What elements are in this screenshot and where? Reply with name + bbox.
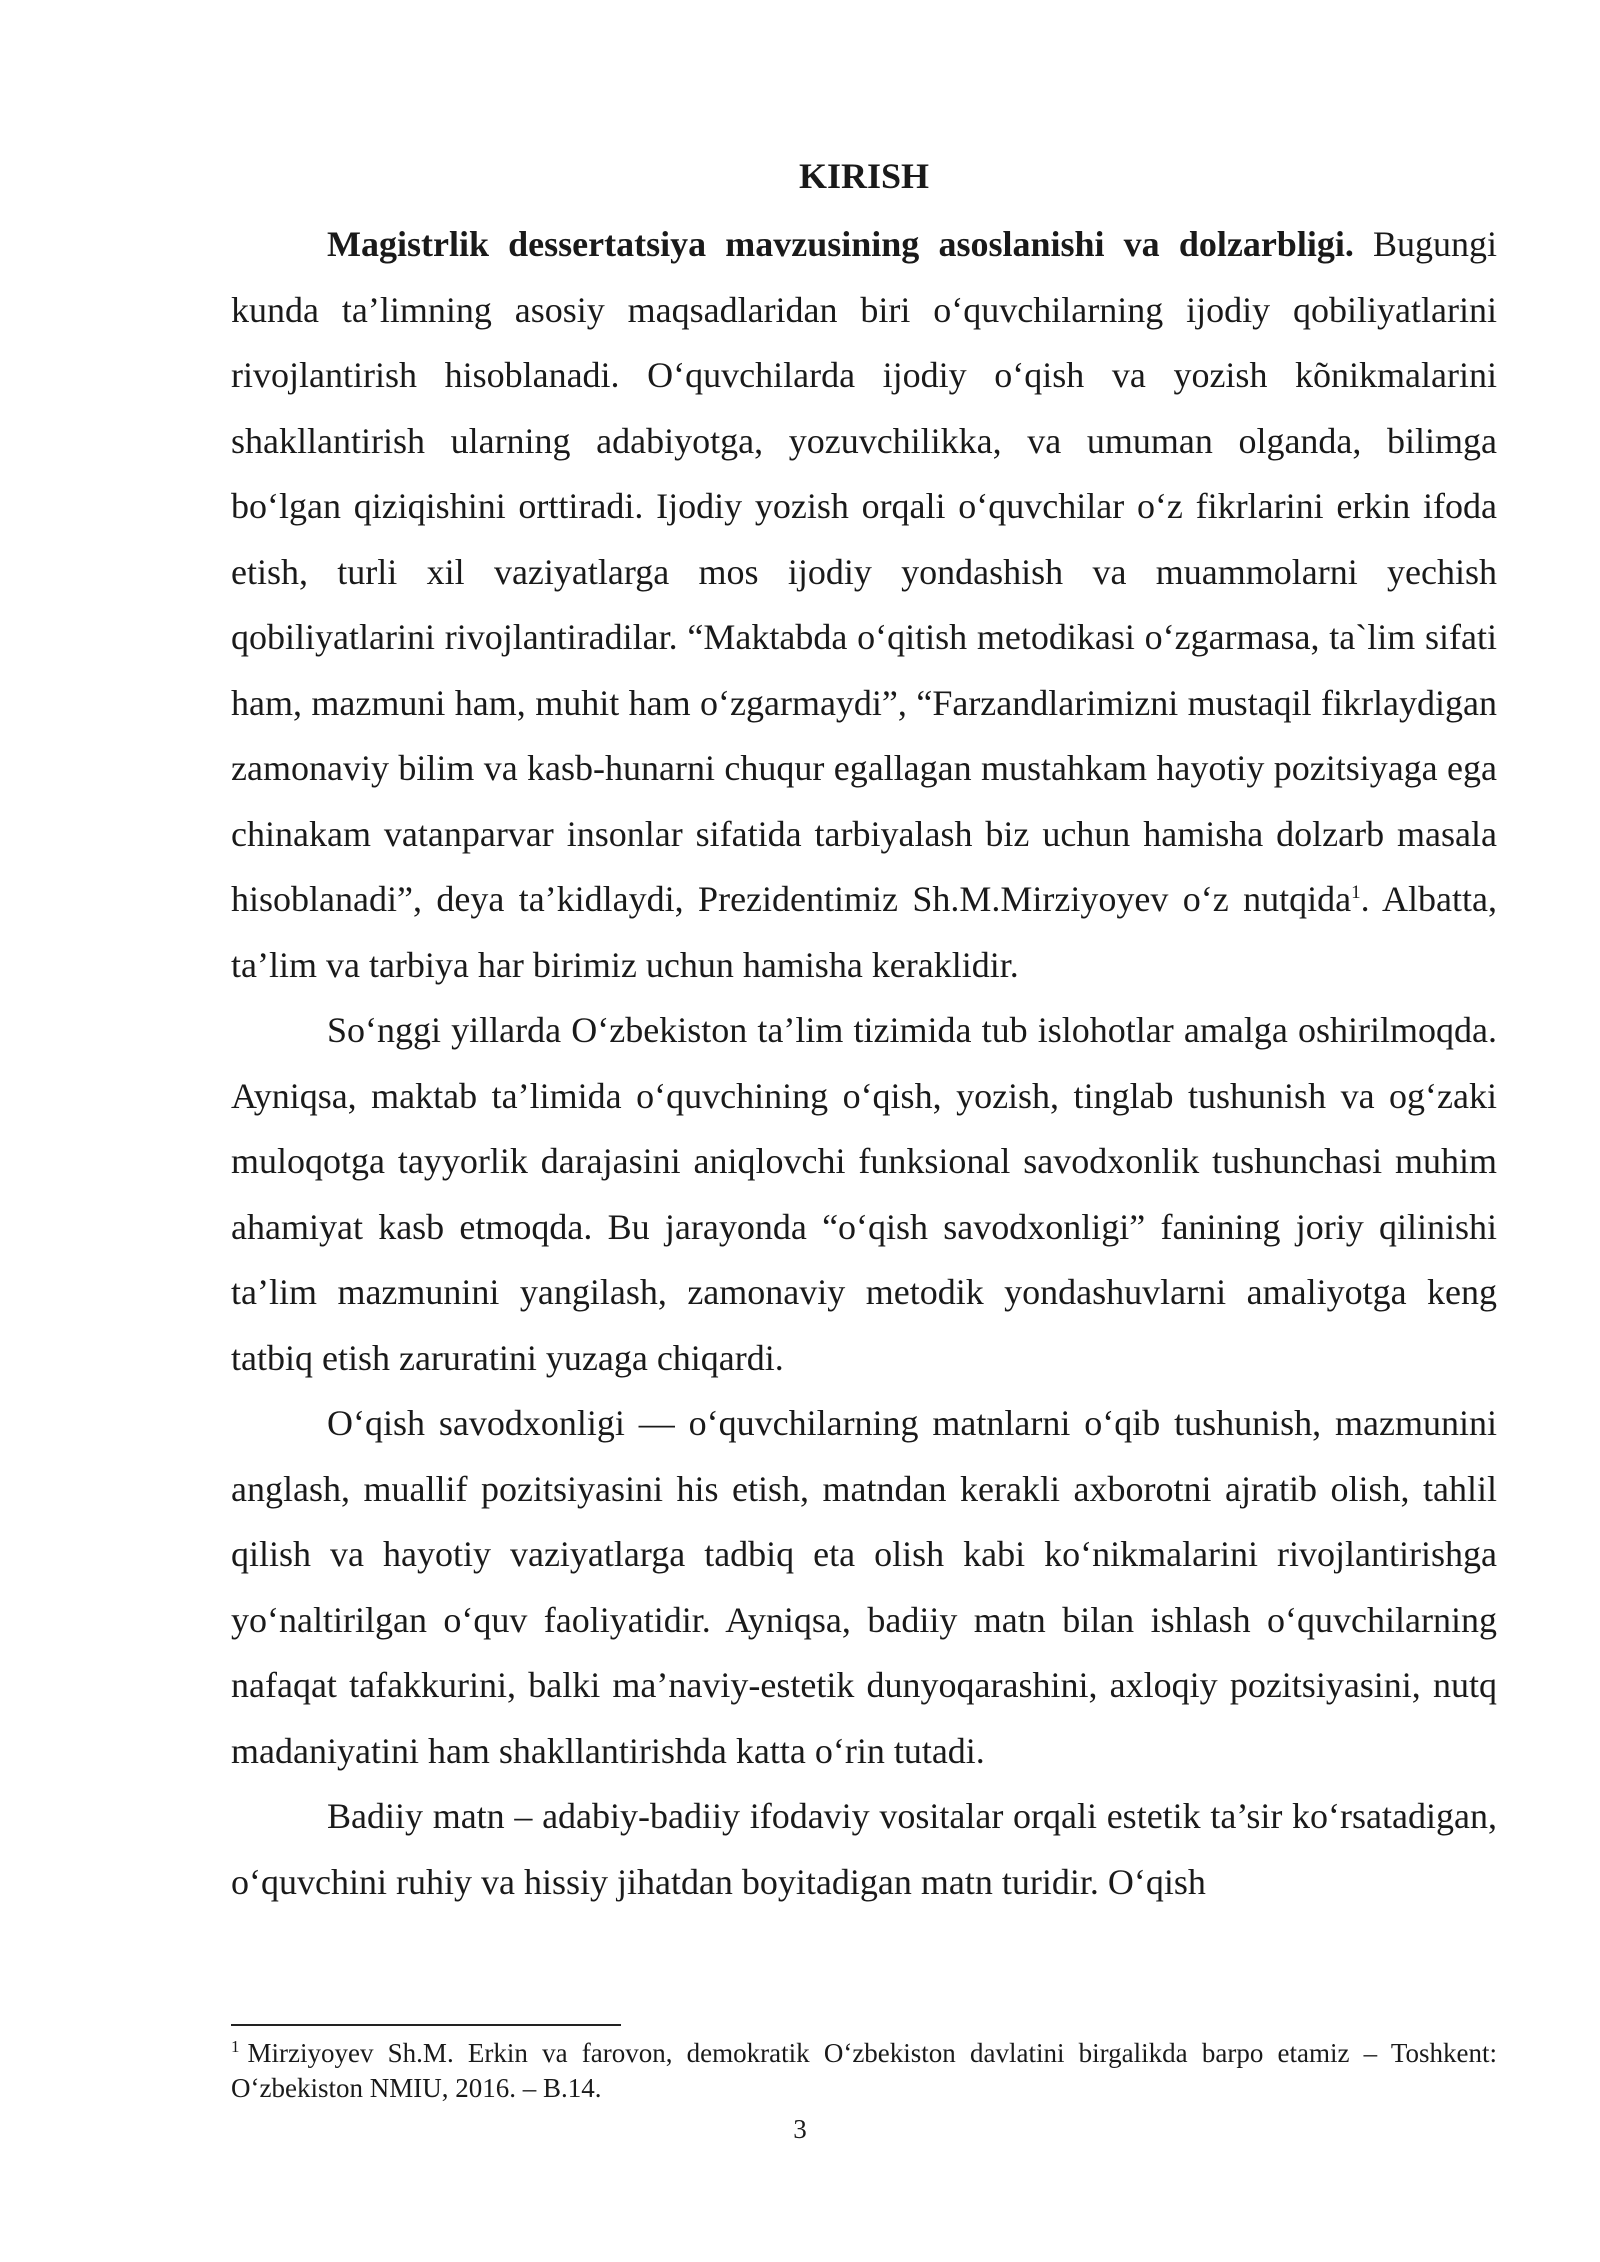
footnote xyxy=(231,2036,1497,2106)
page-number: 3 xyxy=(793,2114,807,2144)
paragraph-lead-heading: Magistrlik dessertatsiya mavzusining asoslanishi va dolzarbligi. xyxy=(327,224,1354,264)
paragraph-reforms: So‘nggi yillarda O‘zbekiston ta’lim tizimida tub islohotlar amalga oshirilmoqda. Ayniqsa, maktab ta’limida o‘quvchining o‘qish, yozish, tinglab tushunish va og‘zaki muloqotga tayyorlik darajasini aniqlovchi funksional savodxonlik tushunchasi muhim ahamiyat kasb etmoqda. Bu jarayonda “o‘qish savodxonligi” fanining joriy qilinishi ta’lim mazmunini yangilash, zamonaviy metodik yondashuvlarni amaliyotga keng tatbiq etish zaruratini yuzaga chiqardi. xyxy=(231,1010,1497,1378)
footnote-divider xyxy=(231,2024,621,2026)
paragraph-literary-text: Badiiy matn – adabiy-badiiy ifodaviy vositalar orqali estetik ta’sir ko‘rsatadigan, o‘quvchini ruhiy va hissiy jihatdan boyitadigan matn turidir. O‘qish xyxy=(231,1796,1497,1902)
paragraph-text: Bugungi kunda ta’limning asosiy maqsadlaridan biri o‘quvchilarning ijodiy qobiliyatlarini rivojlantirish hisoblanadi. O‘quvchilarda ijodiy o‘qish va yozish kõnikmalarini shakllantirish ularning adabiyotga, yozuvchilikka, va umuman olganda, bilimga bo‘lgan qiziqishini orttiradi. Ijodiy yozish orqali o‘quvchilar o‘z fikrlarini erkin ifoda etish, turli xil vaziyatlarga mos ijodiy yondashish va muammolarni yechish qobiliyatlarini rivojlantiradilar. “Maktabda o‘qitish metodikasi o‘zgarmasa, ta`lim sifati ham, mazmuni ham, muhit ham o‘zgarmaydi”, “Farzandlarimizni mustaqil fikrlaydigan zamonaviy bilim va kasb-hunarni chuqur egallagan mustahkam hayotiy pozitsiyaga ega chinakam vatanparvar insonlar sifatida tarbiyalash biz uchun hamisha dolzarb masala hisoblanadi”, deya ta’kidlaydi, Prezidentimiz Sh.M.Mirziyoyev o‘z nutqida xyxy=(231,224,1498,919)
paragraph-text-continued: . Albatta, ta’lim va tarbiya har birimiz uchun hamisha keraklidir. xyxy=(231,879,1497,985)
page-title: KIRISH xyxy=(798,156,930,196)
footnote-text: Mirziyoyev Sh.M. Erkin va farovon, demokratik O‘zbekiston davlatini birgalikda barpo etamiz – Toshkent: O‘zbekiston NMIU, 2016. – B.14. xyxy=(231,2038,1497,2103)
paragraph-relevance xyxy=(231,212,1497,998)
footnote-reference[interactable]: 1 xyxy=(1351,882,1361,903)
page-body xyxy=(231,150,1497,1915)
paragraph-reading-literacy: O‘qish savodxonligi — o‘quvchilarning matnlarni o‘qib tushunish, mazmunini anglash, muallif pozitsiyasini his etish, matndan kerakli axborotni ajratib olish, tahlil qilish va hayotiy vaziyatlarga tadbiq eta olish kabi ko‘nikmalarini rivojlantirishga yo‘naltirilgan o‘quv faoliyatidir. Ayniqsa, badiiy matn bilan ishlash o‘quvchilarning nafaqat tafakkurini, balki ma’naviy-estetik dunyoqarashini, axloqiy pozitsiyasini, nutq madaniyatini ham shakllantirishda katta o‘rin tutadi. xyxy=(231,1403,1497,1771)
footnote-number: 1 xyxy=(231,2037,240,2056)
